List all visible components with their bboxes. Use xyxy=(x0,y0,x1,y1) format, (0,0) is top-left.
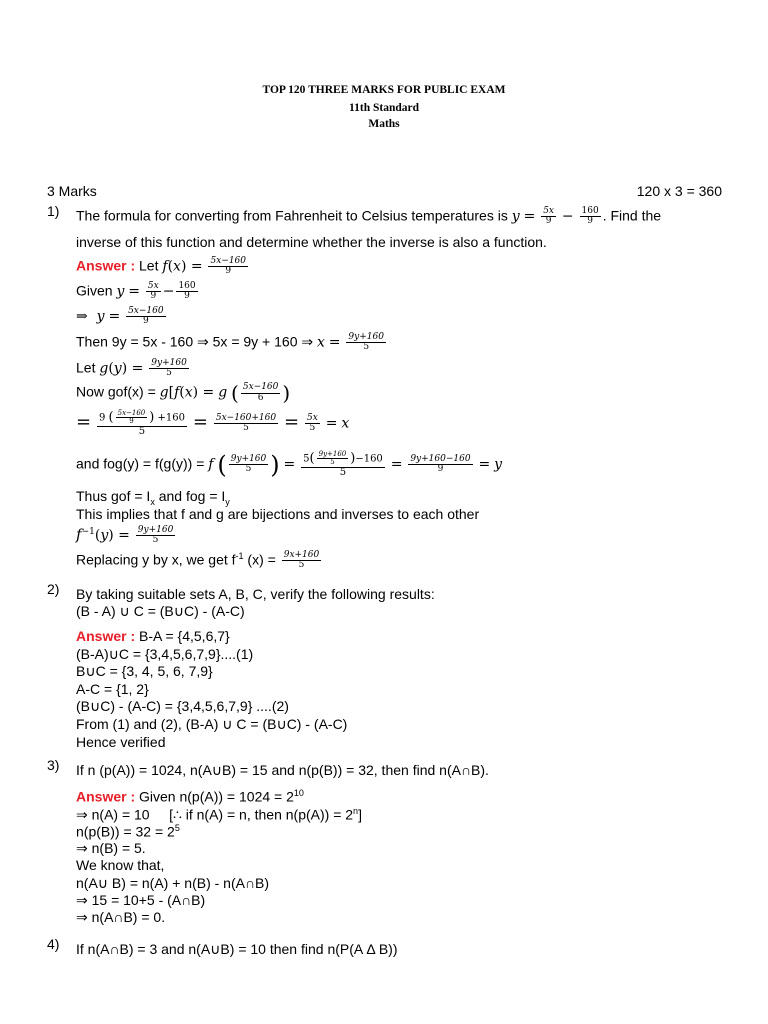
answer-2-line-7: Hence verified xyxy=(76,734,166,750)
document-subject: Maths xyxy=(368,118,400,130)
answer-1-replace: Replacing y by x, we get $f^{-1}$ (x) = $\frac{9x+160}{5}$ xyxy=(76,550,320,571)
question-1-line-2: inverse of this function and determine whether the inverse is also a function. xyxy=(76,234,547,250)
answer-2-line-3: B∪C = {3, 4, 5, 6, 7,9} xyxy=(76,663,213,679)
question-number-3: 3) xyxy=(47,757,60,773)
question-number-1: 1) xyxy=(47,203,60,219)
answer-label: Answer : xyxy=(76,257,136,274)
answer-1-fog: and fog(y) = f(g(y)) = f ( $\frac{9y+160}{5}$ ) = 5( $\frac{9y+160}{5}$ )−160 5 = $\frac{9y+160-160}{9}$ = y xyxy=(76,450,502,479)
answer-3-line-4: ⇒ n(B) = 5. xyxy=(76,840,146,856)
answer-3-line-2: ⇒ n(A) = 10 [∴ if n(A) = n, then $n(p(A)) = 2^n$] xyxy=(76,806,362,823)
answer-3-line-1: Answer : Given $n(p(A)) = 1024 = 2^{10}$ xyxy=(76,788,304,805)
answer-1-let-g: Let g(y) = $\frac{9y+160}{5}$ xyxy=(76,358,187,379)
answer-3-line-7: ⇒ 15 = 10+5 - (A∩B) xyxy=(76,892,206,908)
answer-1-now-gof: Now gof(x) = g[f(x) = g ( $\frac{5x-160}{6}$ ) xyxy=(76,381,291,405)
answer-label: Answer : xyxy=(76,628,136,644)
question-3-line-1: If n (p(A)) = 1024, n(A∪B) = 15 and n(p(B)) = 32, then find n(A∩B). xyxy=(76,762,489,778)
answer-2-line-1: Answer : B-A = {4,5,6,7} xyxy=(76,628,230,644)
answer-3-line-8: ⇒ n(A∩B) = 0. xyxy=(76,909,166,925)
answer-1-gof-result: = 9 ( $\frac{5x-160}{9}$ ) +160 5 = $\frac{5x-160+160}{5}$ = $\frac{5x}{5}$ = x xyxy=(76,409,350,437)
answer-2-line-4: A-C = {1, 2} xyxy=(76,681,149,697)
answer-2-line-2: (B-A)∪C = {3,4,5,6,7,9}....(1) xyxy=(76,646,254,662)
question-number-4: 4) xyxy=(47,936,60,952)
marks-total: 120 x 3 = 360 xyxy=(636,183,722,199)
question-number-2: 2) xyxy=(47,581,60,597)
answer-3-line-6: n(A∪ B) = n(A) + n(B) - n(A∩B) xyxy=(76,875,270,891)
marks-label: 3 Marks xyxy=(47,183,97,199)
answer-1-implies: This implies that f and g are bijections and inverses to each other xyxy=(76,506,480,522)
answer-label: Answer : xyxy=(76,788,136,805)
question-2-line-2: (B - A) ∪ C = (B∪C) - (A-C) xyxy=(76,603,245,619)
document-title: TOP 120 THREE MARKS FOR PUBLIC EXAM xyxy=(262,84,506,96)
answer-1-finverse: $f^{-1}(y)$ = $\frac{9y+160}{5}$ xyxy=(76,525,174,546)
document-standard: 11th Standard xyxy=(349,102,419,114)
answer-2-line-5: (B∪C) - (A-C) = {3,4,5,6,7,9} ....(2) xyxy=(76,698,289,714)
answer-1-then: Then 9y = 5x - 160 ⇒ 5x = 9y + 160 ⇒ x = $\frac{9y+160}{5}$ xyxy=(76,332,384,353)
answer-1-implies-y: ⇒ y = $\frac{5x-160}{9}$ xyxy=(76,306,164,327)
answer-1-let-f: Answer : Let f(x) = $\frac{5x-160}{9}$ xyxy=(76,256,247,277)
question-2-line-1: By taking suitable sets A, B, C, verify the following results: xyxy=(76,586,435,602)
answer-3-line-3: $n(p(B)) = 32 = 2^5$ xyxy=(76,823,180,840)
answer-1-given: Given y = $\frac{5x}{9}$ − $\frac{160}{9}$ xyxy=(76,281,196,302)
answer-2-line-6: From (1) and (2), (B-A) ∪ C = (B∪C) - (A-C) xyxy=(76,716,348,732)
answer-3-line-5: We know that, xyxy=(76,857,165,873)
question-4-line-1: If n(A∩B) = 3 and n(A∪B) = 10 then find n(P(A Δ B)) xyxy=(76,941,398,957)
answer-1-thus: Thus gof = $I_x$ and fog = $I_y$ xyxy=(76,488,230,507)
question-1-line-1: The formula for converting from Fahrenheit to Celsius temperatures is y = $\frac{5x}{9}$ − $\frac{160}{9}$ . Find the xyxy=(76,206,662,227)
